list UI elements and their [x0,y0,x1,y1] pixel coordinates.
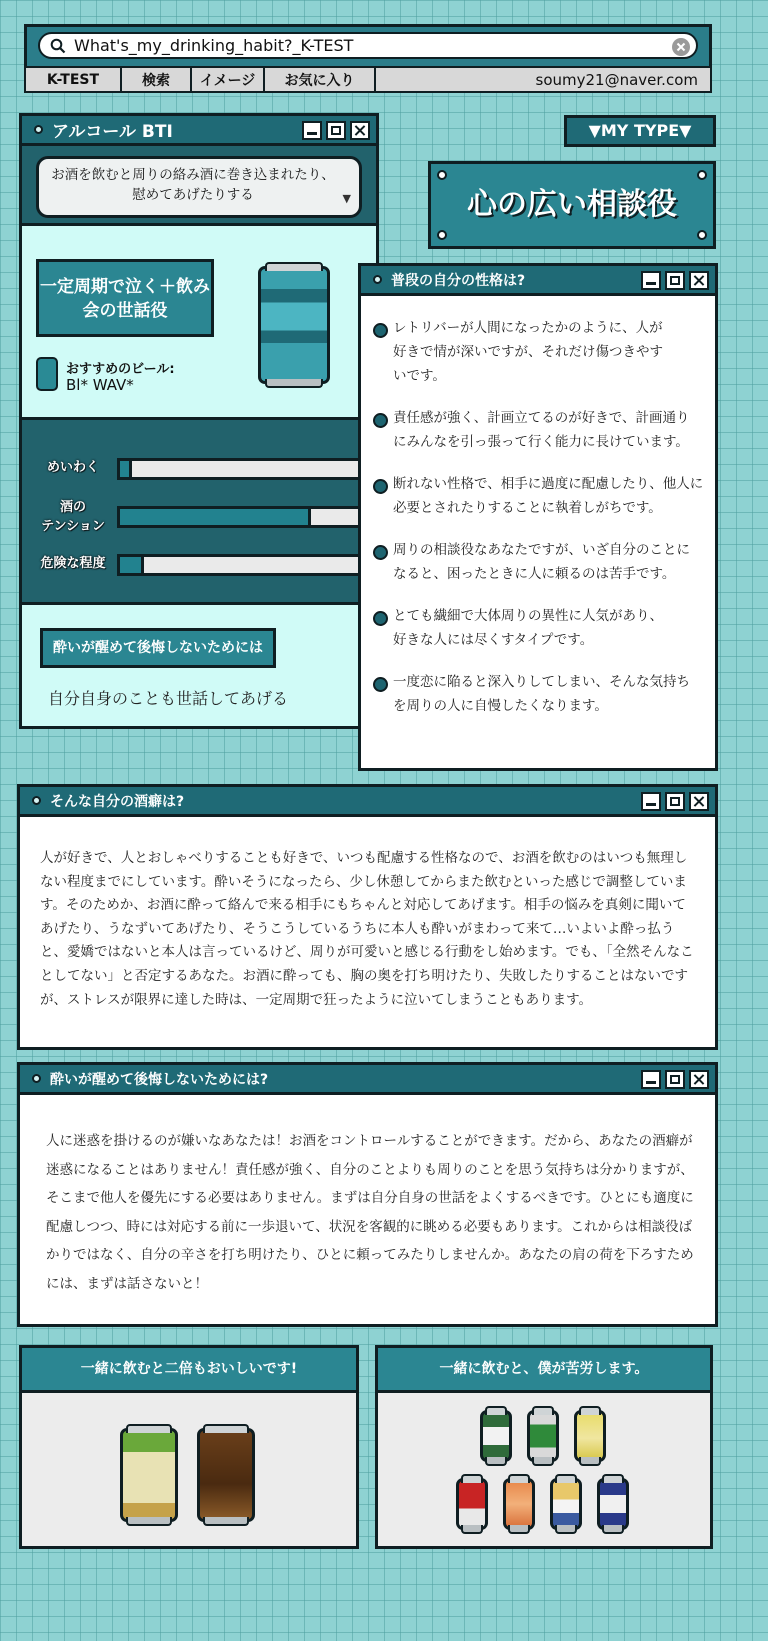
list-item: 周りの相談役なあなたですが、いざ自分のことになると、困ったときに人に頼るのは苦手です。 [371,538,707,586]
menu-item-favorites[interactable]: お気に入り [263,66,376,93]
list-item: 断れない性格で、相手に過度に配慮したり、他人に必要とされたりすることに執着しがちです。 [371,472,707,520]
close-icon[interactable] [689,792,709,811]
good-match-header [22,1348,356,1393]
clear-icon[interactable] [672,38,690,56]
maximize-icon[interactable] [665,792,685,811]
beer-can-image [197,1428,255,1522]
beer-icon [36,357,58,391]
maximize-icon[interactable] [665,271,685,290]
beer-reco-label: おすすめのビール: [66,362,175,377]
window-dot-icon [34,125,43,134]
good-match-panel [19,1345,359,1549]
menu-item-ktest[interactable]: K-TEST [24,66,122,93]
regret-titlebar[interactable] [20,1065,715,1095]
window-dot-icon [32,796,41,805]
beer-can-image [550,1478,582,1530]
beer-can-image [120,1428,178,1522]
list-item: 一度恋に陥ると深入りしてしまい、そんな気持ちを周りの人に自慢したくなります。 [371,670,707,718]
drinking-habit-titlebar[interactable] [20,787,715,817]
personality-title: 普段の自分の性格は? [391,272,526,289]
screw-icon [697,230,707,240]
result-label [36,259,214,337]
bar-fill-tension [120,509,311,525]
question-dropdown[interactable] [36,156,362,218]
personality-window [358,263,718,771]
my-type-card [428,161,716,249]
bar-fill-annoyance [120,461,132,477]
app-window [19,113,379,729]
drinking-habit-text: 人が好きで、人とおしゃべりすることも好きで、いつも配慮する性格なので、お酒を飲むのはいつも無理しない程度までにしています。酔いそうになったら、少し休憩してからまた飲むといった感じで調整しています。そのためか、お酒に酔って絡んで来る相手にもちゃんと対応してあげます。相手の悩みを真剣に聞いてあげたり、うなずいてあげたり、そうこうしているうちに本人も酔いがまわって来て…いよいよ酔っ払うと、愛嬌ではないと本人は言っているけど、周りが可愛いと感じる行動をし始めます。でも、「全然そんなことしてない」と否定するあなた。お酒に酔っても、胸の奥を打ち明けたり、失敗したりすることはないですが、ストレスが限界に達した時は、一定周期で狂ったように泣いてしまうこともあります。 [40,850,694,1008]
menu-item-search[interactable]: 検索 [120,66,192,93]
beer-can-image [503,1478,535,1530]
maximize-icon[interactable] [326,121,346,140]
drinking-habit-window [17,784,718,1050]
screw-icon [437,230,447,240]
screw-icon [437,170,447,180]
result-label-text: 一定周期で泣く＋飲み会の世話役 [40,277,210,321]
beer-can-image [456,1478,488,1530]
chevron-down-icon: ▼ [342,192,351,205]
minimize-icon[interactable] [641,271,661,290]
bad-match-panel [375,1345,713,1549]
bar-danger [117,554,362,576]
minimize-icon[interactable] [641,1070,661,1089]
advice-text: 自分自身のことも世話してあげる [48,689,289,708]
window-dot-icon [32,1074,41,1083]
bad-match-header [378,1348,710,1393]
personality-list [371,316,707,736]
close-icon[interactable] [350,121,370,140]
screw-icon [697,170,707,180]
personality-titlebar[interactable] [361,266,715,296]
regret-title: 酔いが醒めて後悔しないためには? [50,1071,269,1088]
drinking-habit-title: そんな自分の酒癖は? [50,793,185,810]
bar-fill-danger [120,557,144,573]
maximize-icon[interactable] [665,1070,685,1089]
regret-window [17,1062,718,1327]
bar-label-danger: 危険な程度 [40,556,106,571]
beer-can-image [480,1410,512,1462]
close-icon[interactable] [689,271,709,290]
menu-item-image[interactable]: イメージ [190,66,265,93]
advice-title-text: 酔いが醒めて後悔しないためには [53,640,263,656]
app-window-titlebar[interactable] [22,116,376,146]
list-item: レトリバーが人間になったかのように、人が好きで情が深いですが、それだけ傷つきやすいです。 [371,316,707,388]
app-window-title: アルコール BTI [52,122,173,142]
minimize-icon[interactable] [302,121,322,140]
list-item: 責任感が強く、計画立てるのが好きで、計画通りにみんなを引っ張って行く能力に長けています。 [371,406,707,454]
window-dot-icon [373,275,382,284]
my-type-name: 心の広い相談役 [467,187,677,222]
my-type-label: ▼MY TYPE▼ [564,115,716,147]
beer-can-image [258,266,330,384]
advice-title [40,628,276,668]
bar-annoyance [117,458,362,480]
beer-reco-value: Bl* WAV* [66,376,134,394]
stats-section [22,417,376,605]
search-bar[interactable] [38,32,698,59]
search-query: What's_my_drinking_habit?_K-TEST [74,36,354,55]
regret-text: 人に迷惑を掛けるのが嫌いなあなたは！お酒をコントロールすることができます。だから、あなたの酒癖が迷惑になることはありません！責任感が強く、自分のことよりも周りのことを思う気持ちは分かりますが、そこまで他人を優先にする必要はありません。まずは自分自身の世話をよくするべきです。ひとにも適度に配慮しつつ、時には対応する前に一歩退いて、状況を客観的に眺める必要もあります。これからは相談役ばかりではなく、自分の辛さを打ち明けたり、ひとに頼ってみたりしませんか。あなたの肩の荷を下ろすためには、まずは話さないと！ [46,1133,694,1292]
good-match-title: 一緒に飲むと二倍もおいしいです! [80,1361,298,1377]
search-icon [50,38,66,54]
bad-match-title: 一緒に飲むと、僕が苦労します。 [439,1361,649,1377]
user-email[interactable]: soumy21@naver.com [374,66,712,93]
bar-tension [117,506,362,528]
bar-label-annoyance: めいわく [46,460,99,475]
minimize-icon[interactable] [641,792,661,811]
beer-can-image [527,1410,559,1462]
close-icon[interactable] [689,1070,709,1089]
beer-can-image [574,1410,606,1462]
list-item: とても繊細で大体周りの異性に人気があり、好きな人には尽くすタイプです。 [371,604,707,652]
question-text: お酒を飲むと周りの絡み酒に巻き込まれたり、慰めてあげたりする [51,167,335,203]
bar-label-tension: 酒の テンション [41,500,105,534]
beer-can-image [597,1478,629,1530]
